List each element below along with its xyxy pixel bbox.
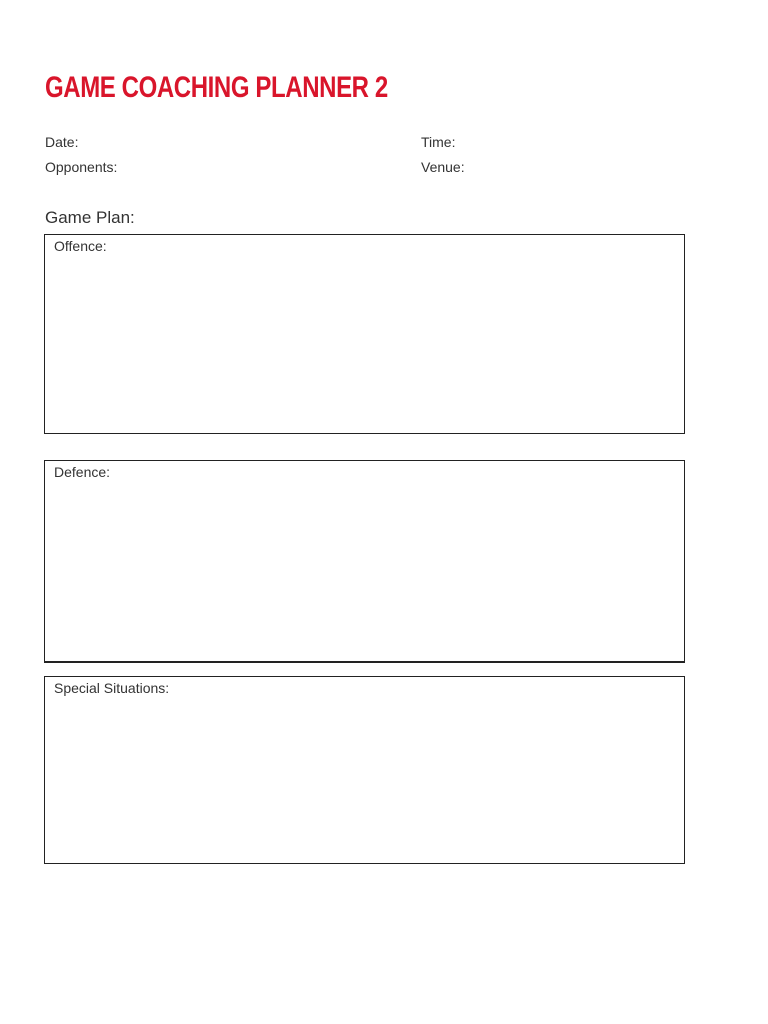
- defence-box[interactable]: [44, 460, 685, 663]
- page-title: GAME COACHING PLANNER 2: [45, 71, 388, 104]
- venue-label: Venue:: [421, 159, 465, 175]
- offence-box[interactable]: [44, 234, 685, 434]
- special-situations-label: Special Situations:: [54, 680, 170, 696]
- defence-label: Defence:: [54, 464, 111, 480]
- opponents-label: Opponents:: [45, 159, 118, 175]
- special-situations-box[interactable]: [44, 676, 685, 864]
- date-label: Date:: [45, 134, 79, 150]
- time-label: Time:: [421, 134, 456, 150]
- offence-label: Offence:: [54, 238, 107, 254]
- game-plan-heading: Game Plan:: [45, 208, 135, 227]
